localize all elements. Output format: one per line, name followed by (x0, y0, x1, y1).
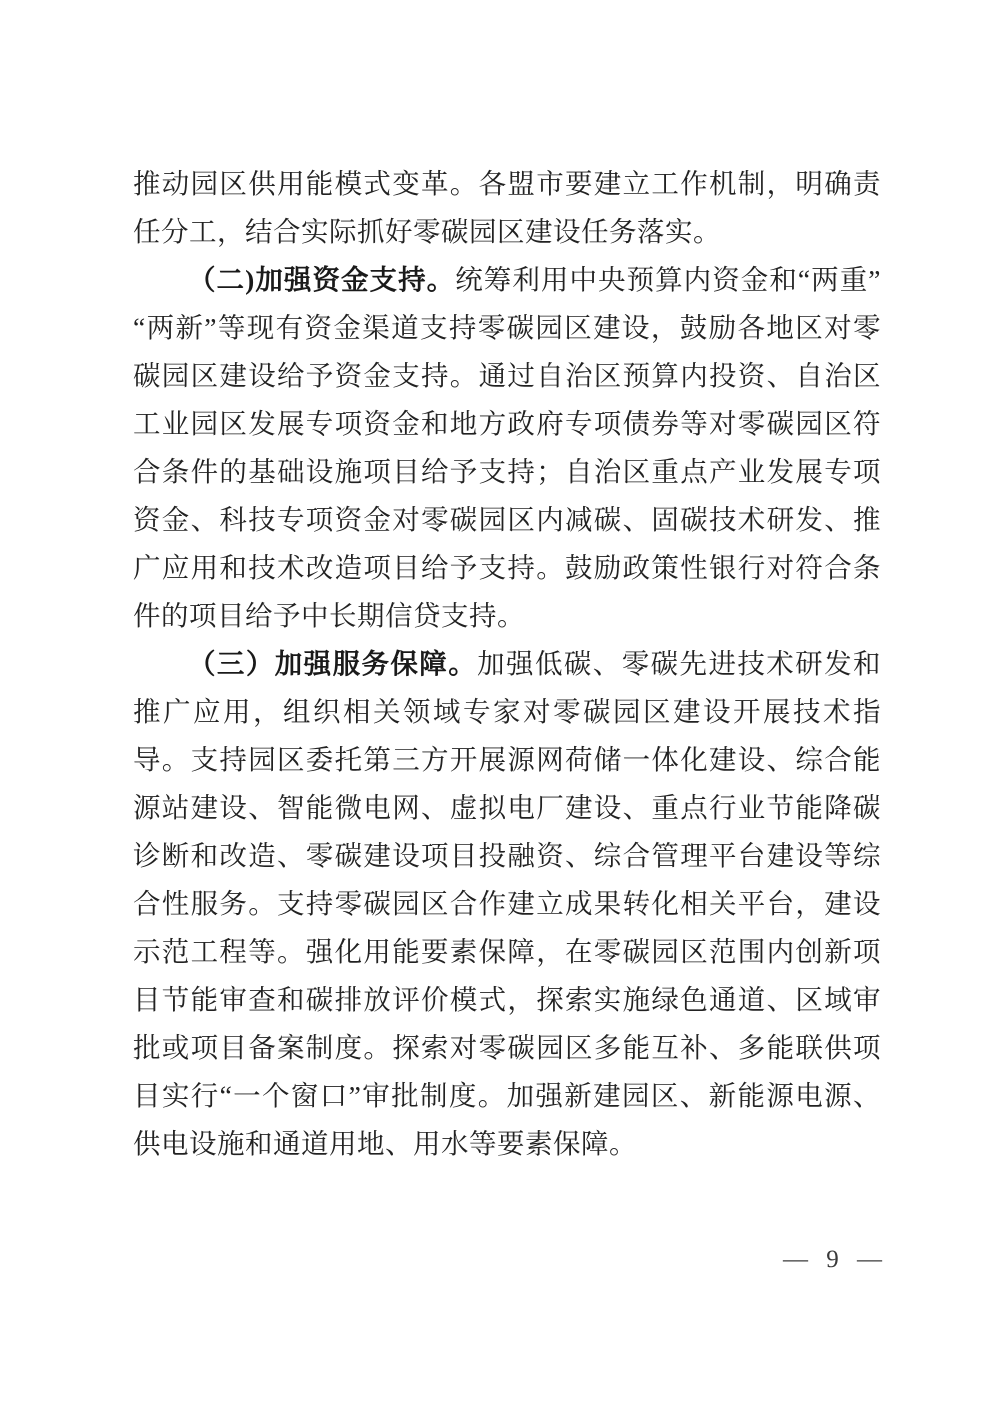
paragraph-text: 推动园区供用能模式变革。各盟市要建立工作机制，明确责任分工，结合实际抓好零碳园区建设任务落实。 (133, 168, 881, 247)
document-body (133, 160, 881, 1168)
section-2-heading: （二)加强资金支持。 (188, 264, 456, 295)
paragraph-continuation (133, 160, 881, 256)
paragraph-text: 加强低碳、零碳先进技术研发和推广应用，组织相关领域专家对零碳园区建设开展技术指导。支持园区委托第三方开展源网荷储一体化建设、综合能源站建设、智能微电网、虚拟电厂建设、重点行业节能降碳诊断和改造、零碳建设项目投融资、综合管理平台建设等综合性服务。支持零碳园区合作建立成果转化相关平台，建设示范工程等。强化用能要素保障，在零碳园区范围内创新项目节能审查和碳排放评价模式，探索实施绿色通道、区域审批或项目备案制度。探索对零碳园区多能互补、多能联供项目实行“一个窗口”审批制度。加强新建园区、新能源电源、供电设施和通道用地、用水等要素保障。 (133, 648, 882, 1159)
paragraph-section-3 (133, 640, 881, 1168)
page-number: — 9 — (783, 1246, 888, 1273)
paragraph-text: 统筹利用中央预算内资金和“两重”“两新”等现有资金渠道支持零碳园区建设，鼓励各地区对零碳园区建设给予资金支持。通过自治区预算内投资、自治区工业园区发展专项资金和地方政府专项债券等对零碳园区符合条件的基础设施项目给予支持；自治区重点产业发展专项资金、科技专项资金对零碳园区内减碳、固碳技术研发、推广应用和技术改造项目给予支持。鼓励政策性银行对符合条件的项目给予中长期信贷支持。 (133, 264, 881, 631)
section-3-heading: （三）加强服务保障。 (188, 648, 478, 679)
paragraph-section-2 (133, 256, 881, 640)
